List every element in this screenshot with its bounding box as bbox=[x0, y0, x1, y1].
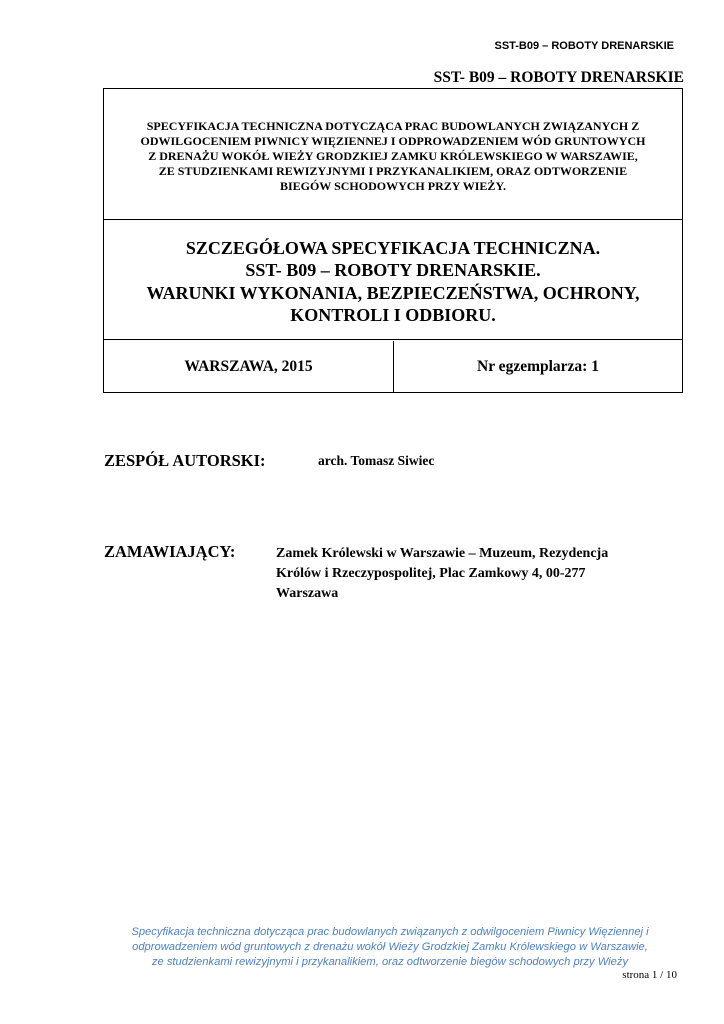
city-year-cell: WARSZAWA, 2015 bbox=[104, 341, 394, 392]
copy-number-cell: Nr egzemplarza: 1 bbox=[477, 357, 599, 375]
client-line: Warszawa bbox=[276, 586, 339, 601]
subject-line: ZE STUDZIENKAMI REWIZYJNYMI I PRZYKANALIKIEM, ORAZ ODTWORZENIE bbox=[158, 163, 628, 178]
title-line: SZCZEGÓŁOWA SPECYFIKACJA TECHNICZNA. bbox=[185, 237, 601, 258]
client-label: ZAMAWIAJĄCY: bbox=[104, 542, 236, 561]
subject-cell bbox=[104, 89, 682, 220]
title-cell bbox=[104, 220, 682, 340]
subject-line: BIEGÓW SCHODOWYCH PRZY WIEŻY. bbox=[279, 178, 507, 193]
footer-note bbox=[90, 925, 690, 970]
footer-line: ze studzienkami rewizyjnymi i przykanalikiem, oraz odtworzenie biegów schodowych przy Wieży bbox=[151, 956, 629, 968]
subject-line: SPECYFIKACJA TECHNICZNA DOTYCZĄCA PRAC BUDOWLANYCH ZWIĄZANYCH Z bbox=[146, 118, 640, 133]
document-code: SST- B09 – ROBOTY DRENARSKIE bbox=[433, 69, 684, 86]
footer-line: Specyfikacja techniczna dotycząca prac budowlanych związanych z odwilgoceniem Piwnicy Więziennej i bbox=[131, 926, 649, 938]
title-line: WARUNKI WYKONANIA, BEZPIECZEŃSTWA, OCHRONY, bbox=[146, 282, 640, 303]
client-value bbox=[276, 544, 608, 604]
subject-line: Z DRENAŻU WOKÓŁ WIEŻY GRODZKIEJ ZAMKU KRÓLEWSKIEGO W WARSZAWIE, bbox=[148, 148, 638, 163]
page-number: strona 1 / 10 bbox=[622, 969, 677, 981]
title-line: KONTROLI I ODBIORU. bbox=[290, 305, 496, 325]
client-line: Królów i Rzeczypospolitej, Plac Zamkowy 4, 00-277 bbox=[276, 566, 586, 581]
subject-text bbox=[141, 119, 646, 194]
specification-table bbox=[103, 88, 683, 393]
title-line: SST- B09 – ROBOTY DRENARSKIE. bbox=[245, 260, 541, 280]
authors-label: ZESPÓŁ AUTORSKI: bbox=[104, 451, 266, 470]
running-header: SST-B09 – ROBOTY DRENARSKIE bbox=[494, 40, 674, 52]
footer-line: odprowadzeniem wód gruntowych z drenażu wokół Wieży Grodzkiej Zamku Królewskiego w Warszawie, bbox=[132, 941, 648, 953]
authors-value: arch. Tomasz Siwiec bbox=[318, 453, 435, 468]
document-title bbox=[146, 237, 639, 327]
client-line: Zamek Królewski w Warszawie – Muzeum, Rezydencja bbox=[276, 546, 609, 561]
subject-line: ODWILGOCENIEM PIWNICY WIĘZIENNEJ I ODPROWADZENIEM WÓD GRUNTOWYCH bbox=[140, 133, 646, 148]
